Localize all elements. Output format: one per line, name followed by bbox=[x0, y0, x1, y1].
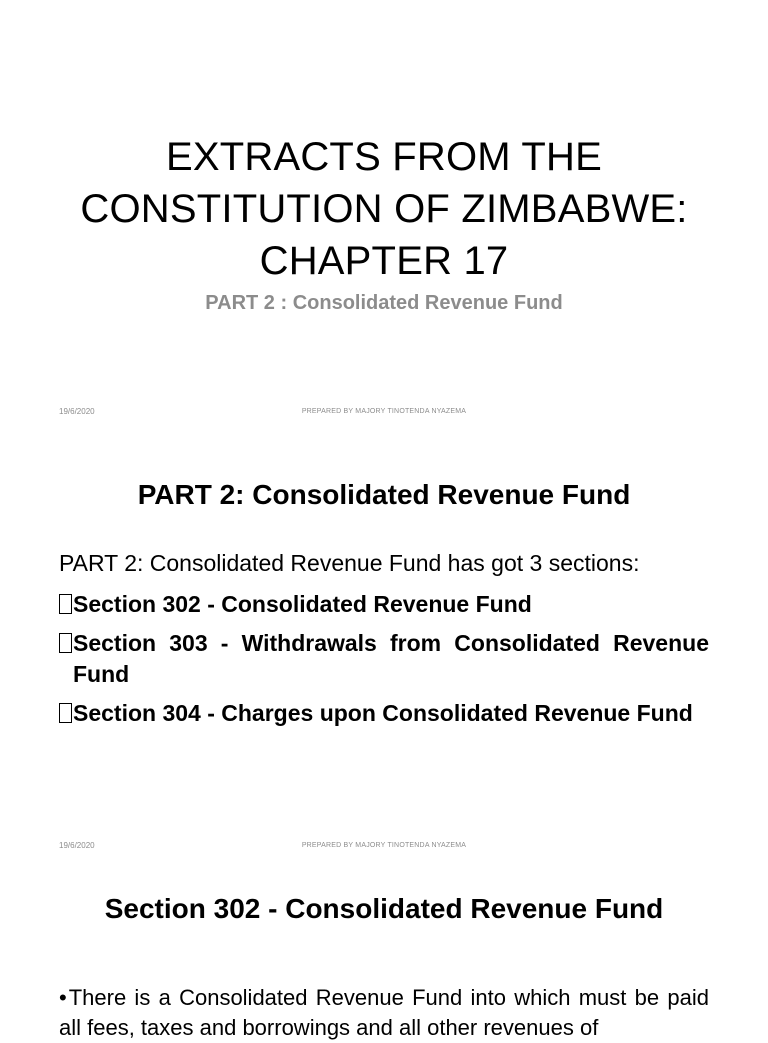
footer-date: 19/6/2020 bbox=[59, 841, 95, 850]
list-item-text: Section 304 - Charges upon Consolidated Revenue Fund bbox=[73, 700, 693, 726]
bullet-dot-icon: • bbox=[59, 985, 67, 1010]
footer-prepared-by: PREPARED BY MAJORY TINOTENDA NYAZEMA bbox=[301, 842, 467, 849]
subtitle: PART 2 : Consolidated Revenue Fund bbox=[205, 292, 563, 314]
list-item-text: Section 303 - Withdrawals from Consolidated Revenue Fund bbox=[73, 630, 709, 687]
slide-title bbox=[0, 0, 768, 432]
body-paragraph-text: There is a Consolidated Revenue Fund into which must be paid all fees, taxes and borrowings and all other revenues of bbox=[59, 985, 709, 1040]
checkbox-bullet-icon bbox=[59, 594, 72, 614]
main-title-line-3: CHAPTER 17 bbox=[259, 239, 509, 283]
list-item bbox=[59, 628, 709, 690]
list-item-text: Section 302 - Consolidated Revenue Fund bbox=[73, 591, 532, 617]
main-title-line-2: CONSTITUTION OF ZIMBABWE: bbox=[80, 187, 688, 231]
body-paragraph bbox=[59, 983, 709, 1043]
slide-heading: PART 2: Consolidated Revenue Fund bbox=[137, 479, 631, 510]
footer-date: 19/6/2020 bbox=[59, 407, 95, 416]
list-item bbox=[59, 589, 709, 620]
intro-text: PART 2: Consolidated Revenue Fund has got 3 sections: bbox=[59, 550, 640, 576]
main-title-line-1: EXTRACTS FROM THE bbox=[165, 135, 603, 179]
main-title bbox=[0, 131, 768, 287]
section-list bbox=[59, 589, 709, 737]
checkbox-bullet-icon bbox=[59, 633, 72, 653]
slide-heading: Section 302 - Consolidated Revenue Fund bbox=[104, 893, 664, 924]
footer-prepared-by: PREPARED BY MAJORY TINOTENDA NYAZEMA bbox=[301, 408, 467, 415]
checkbox-bullet-icon bbox=[59, 703, 72, 723]
list-item bbox=[59, 698, 709, 729]
